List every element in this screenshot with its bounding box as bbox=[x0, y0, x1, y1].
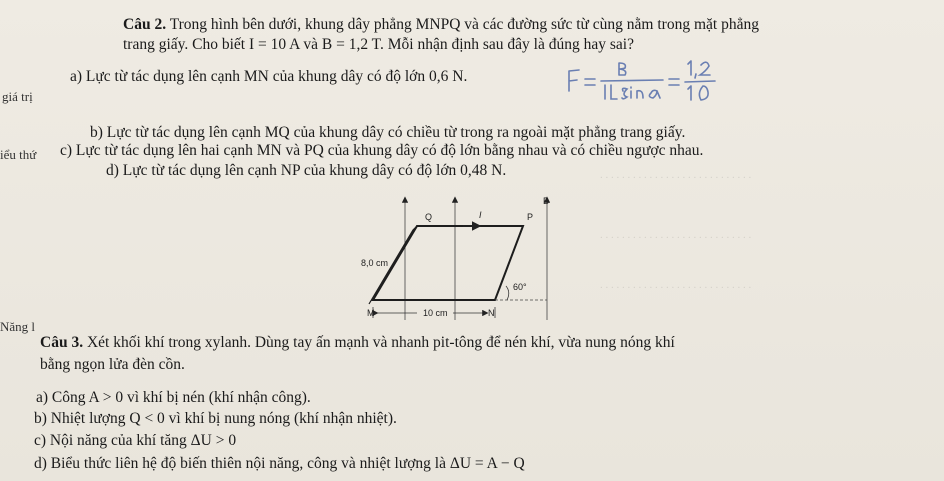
margin-fragment-left-3: Năng l bbox=[0, 319, 36, 334]
margin-fragment-left-2: iểu thứ bbox=[0, 147, 37, 162]
worksheet-page: giá trị iểu thứ Năng l Câu 2. Trong hình bên dưới, khung dây phẳng MNPQ và các đường sức từ cùng nằm trong mặt phẳng trang giấy. Cho biết I = 10 A và B = 1,2 T. Mỗi nhận định sau đây là đúng hay sai? a) Lực từ tác dụng lên cạnh MN của khung dây có độ lớn 0,6 N. b) Lực từ tác dụng lên cạnh MQ của khung dây có chiều từ trong ra ngoài mặt phẳng trang giấy. c) Lực từ tác dụng lên hai cạnh MN và PQ của khung dây có độ lớn bằng nhau và có chiều ngược nhau. d) Lực từ tác dụng lên cạnh NP của khung dây có độ lớn 0,48 N. . . . . . . . . . . . . . . . . . . . . . . . . . . . . . . . . . . . . . . . . . . . . . . . . . . . . . . . . . . . . . . . . . . . . . . . . . . . . . . . . . . . . B Q I P 8,0 cm 60° M 10 cm N Câu 3. Xét khối khí trong xylanh. Dùng tay ấn mạnh và nhanh pit-tông để nén khí, vừa nung nóng khí bằng ngọn lửa đèn cồn. a) Công A > 0 vì khí bị nén (khí nhận công). b) Nhiệt lượng Q < 0 vì khí bị nung nóng (khí nhận nhiệt). c) Nội năng của khí tăng ΔU > 0 d) Biểu thức liên hệ độ biến thiên nội năng, công và nhiệt lượng là ΔU = A − Q bbox=[0, 0, 944, 481]
angle-arc bbox=[506, 286, 509, 300]
question-2-statement-b: b) Lực từ tác dụng lên cạnh MQ của khung dây có chiều từ trong ra ngoài mặt phẳng trang giấy. bbox=[90, 124, 686, 141]
question-2-statement-d: d) Lực từ tác dụng lên cạnh NP của khung dây có độ lớn 0,48 N. bbox=[106, 162, 507, 179]
question-2-statement-c: c) Lực từ tác dụng lên hai cạnh MN và PQ của khung dây có độ lớn bằng nhau và có chiều ngược nhau. bbox=[60, 142, 704, 159]
label-mn-length: 10 cm bbox=[423, 308, 448, 318]
question-3-statement-d: d) Biểu thức liên hệ độ biến thiên nội năng, công và nhiệt lượng là ΔU = A − Q bbox=[34, 455, 525, 472]
label-n: N bbox=[488, 308, 495, 318]
question-3-line-1 bbox=[40, 334, 675, 352]
label-i: I bbox=[479, 210, 482, 220]
label-angle: 60° bbox=[513, 282, 527, 292]
wire-frame-mnpq bbox=[369, 226, 523, 304]
question-3-statement-c: c) Nội năng của khí tăng ΔU > 0 bbox=[34, 432, 237, 449]
question-2-statement-a: a) Lực từ tác dụng lên cạnh MN của khung dây có độ lớn 0,6 N. bbox=[70, 68, 468, 85]
question-2-intro-text: Trong hình bên dưới, khung dây phẳng MNPQ và các đường sức từ cùng nằm trong mặt phẳng bbox=[169, 16, 759, 33]
question-2-intro-line-2: trang giấy. Cho biết I = 10 A và B = 1,2 T. Mỗi nhận định sau đây là đúng hay sai? bbox=[123, 36, 634, 53]
question-3-title: Câu 3. bbox=[40, 334, 84, 351]
question-2-title: Câu 2. bbox=[123, 16, 167, 33]
margin-fragment-left-1: giá trị bbox=[2, 89, 33, 104]
handwritten-formula bbox=[565, 55, 765, 105]
question-3-statement-a: a) Công A > 0 vì khí bị nén (khí nhận công). bbox=[36, 389, 311, 406]
label-q: Q bbox=[425, 212, 433, 222]
label-b: B bbox=[543, 196, 550, 206]
question-3-statement-b: b) Nhiệt lượng Q < 0 vì khí bị nung nóng (khí nhận nhiệt). bbox=[34, 410, 397, 427]
label-m: M bbox=[367, 308, 375, 318]
question-2-intro-line-1 bbox=[123, 16, 759, 34]
label-p: P bbox=[527, 212, 534, 222]
question-3-line-2: bằng ngọn lửa đèn cồn. bbox=[40, 356, 185, 373]
wire-frame-figure bbox=[355, 190, 555, 325]
label-mq-length: 8,0 cm bbox=[361, 258, 389, 268]
question-3-intro-text: Xét khối khí trong xylanh. Dùng tay ấn mạnh và nhanh pit-tông để nén khí, vừa nung nóng khí bbox=[86, 334, 675, 351]
